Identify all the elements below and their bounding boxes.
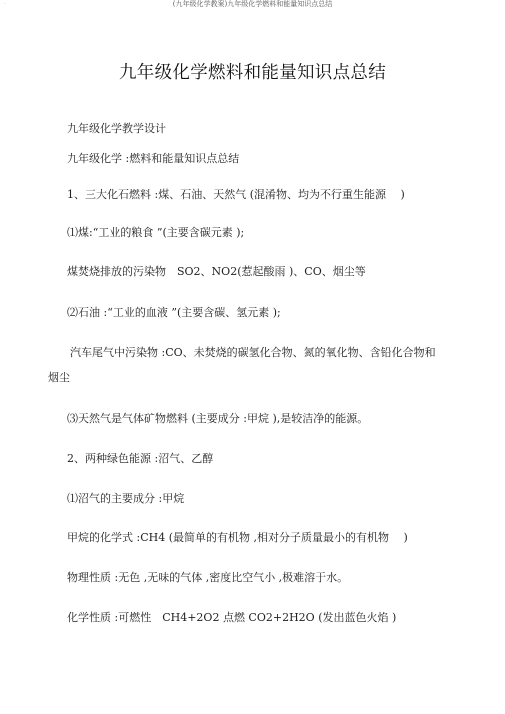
text-line-8: 烟尘 [48,371,70,384]
corner-mark: · [4,1,6,7]
text-line-12: 甲烷的化学式 :CH4 (最简单的有机物 ,相对分子质量最小的有机物 ) [67,531,408,544]
text-line-5: 煤焚烧排放的污染物 SO2、NO2(惹起酸雨 )、CO、烟尘等 [67,265,366,278]
text-line-1: 九年级化学教学设计 [67,122,166,135]
text-line-2: 九年级化学 :燃料和能量知识点总结 [67,152,240,165]
text-line-9: ⑶天然气是气体矿物燃料 (主要成分 :甲烷 ),是较洁净的能源。 [67,412,369,425]
text-line-13: 物理性质 :无色 ,无味的气体 ,密度比空气小 ,极难溶于水。 [67,571,349,584]
text-line-4: ⑴煤:“工业的粮食 ”(主要含碳元素 ); [67,226,245,239]
document-title: 九年级化学燃料和能量知识点总结 [119,63,386,83]
page-header: (九年级化学教案)九年级化学燃料和能量知识点总结 [172,0,333,8]
text-line-14: 化学性质 :可燃性 CH4+2O2 点燃 CO2+2H2O (发出蓝色火焰 ) [67,611,397,624]
text-line-6: ⑵石油 :“工业的血液 ”(主要含碳、氢元素 ); [67,306,281,319]
text-line-3: 1、三大化石燃料 :煤、石油、天然气 (混淆物、均为不行重生能源 ) [67,188,405,201]
text-line-10: 2、两种绿色能源 :沼气、乙醇 [67,452,214,465]
text-line-11: ⑴沼气的主要成分 :甲烷 [67,492,185,505]
text-line-7: 汽车尾气中污染物 :CO、未焚烧的碳氢化合物、氮的氧化物、含铅化合物和 [70,346,436,359]
